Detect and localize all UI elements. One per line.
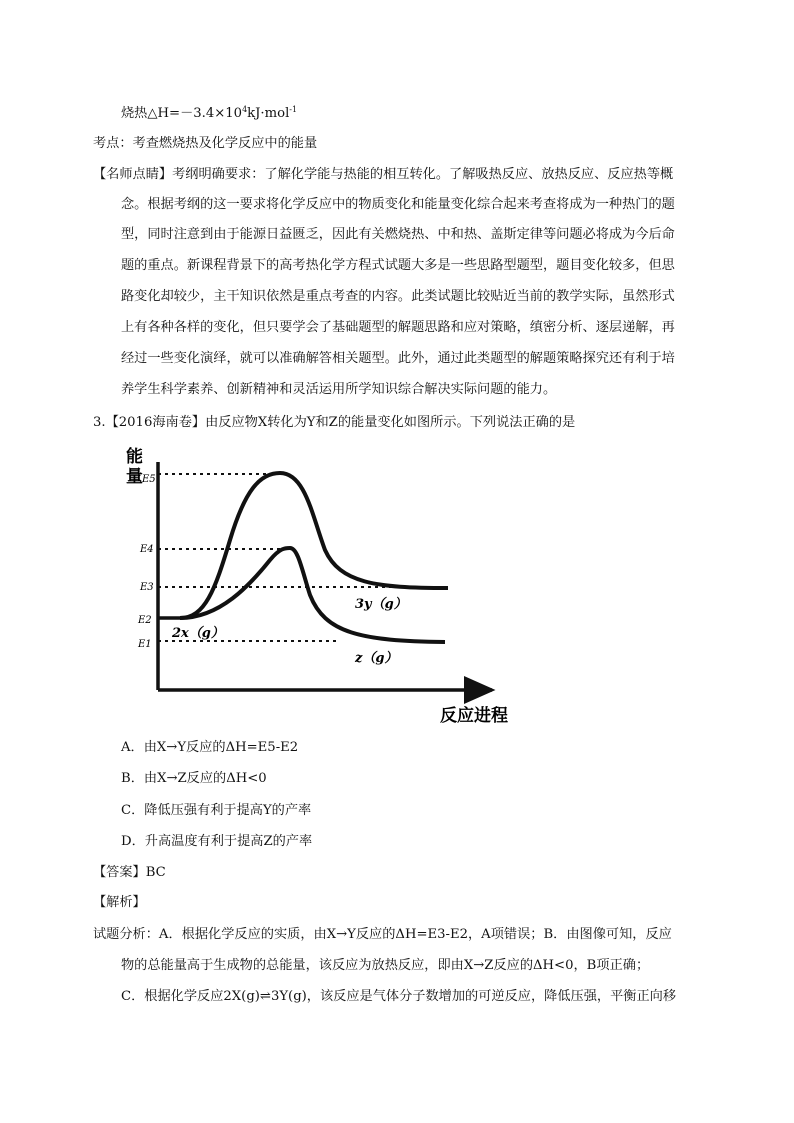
level-label-e3: E3 [140, 582, 154, 593]
x-axis-label: 反应进程 [440, 706, 508, 726]
mingshi-line-6: 上有各种各样的变化，但只要学会了基础题型的解题思路和应对策略，缜密分析、逐层递解，再 [121, 320, 675, 335]
mingshi-line-4: 题的重点。新课程背景下的高考热化学方程式试题大多是一些思路型题型，题目变化较多，但思 [121, 258, 675, 273]
analysis-line-3: C．根据化学反应2X(g)⇌3Y(g)，该反应是气体分子数增加的可逆反应，降低压强，平衡正向移 [121, 989, 677, 1004]
option-c: C．降低压强有利于提高Y的产率 [121, 803, 312, 818]
mingshi-line-7: 经过一些变化演绎，就可以准确解答相关题型。此外，通过此类题型的解题策略探究还有利于培 [121, 351, 675, 366]
heat-exponent: 4 [242, 105, 248, 114]
level-label-e4: E4 [140, 544, 154, 555]
analysis-line-1: 试题分析：A．根据化学反应的实质，由X→Y反应的ΔH=E3-E2，A项错误；B．由图像可知，反应 [93, 927, 672, 942]
option-b: B．由X→Z反应的ΔH<0 [121, 771, 267, 786]
option-d: D．升高温度有利于提高Z的产率 [121, 834, 313, 849]
product-z-label: z（g） [355, 651, 398, 666]
level-label-e5: E5 [142, 474, 156, 485]
answer: 【答案】BC [93, 865, 166, 880]
level-label-e1: E1 [138, 639, 152, 650]
mingshi-line-8: 养学生科学素养、创新精神和灵活运用所学知识综合解决实际问题的能力。 [121, 382, 557, 397]
analysis-line-2: 物的总能量高于生成物的总能量，该反应为放热反应，即由X→Z反应的ΔH<0，B项正确； [121, 958, 650, 973]
mingshi-line-3: 型，同时注意到由于能源日益匮乏，因此有关燃烧热、中和热、盖斯定律等问题必将成为今后命 [121, 227, 675, 242]
heat-unit-exponent: -1 [289, 105, 298, 114]
level-label-e2: E2 [138, 615, 152, 626]
kaodian-line: 考点：考查燃烧热及化学反应中的能量 [93, 136, 318, 151]
y-axis-label-2: 量 [126, 467, 143, 487]
y-axis-label-1: 能 [126, 447, 143, 467]
mingshi-line-5: 路变化却较少，主干知识依然是重点考查的内容。此类试题比较贴近当前的教学实际，虽然形式 [121, 289, 675, 304]
jiexi-heading: 【解析】 [93, 895, 146, 910]
product-y-label: 3y（g） [355, 597, 407, 612]
question-stem: 3.【2016海南卷】由反应物X转化为Y和Z的能量变化如图所示。下列说法正确的是 [93, 415, 576, 430]
heat-prefix: 烧热△H=－3.4×10 [121, 106, 243, 121]
energy-diagram [120, 440, 540, 730]
option-a: A．由X→Y反应的ΔH=E5-E2 [121, 740, 299, 755]
curve-x-to-y [180, 473, 448, 618]
reactant-label: 2x（g） [172, 626, 224, 641]
heat-unit: kJ·mol [247, 106, 290, 121]
heat-line [121, 100, 297, 124]
mingshi-line-2: 念。根据考纲的这一要求将化学反应中的物质变化和能量变化综合起来考查将成为一种热门的题 [121, 197, 675, 212]
mingshi-line-1: 【名师点睛】考纲明确要求：了解化学能与热能的相互转化。了解吸热反应、放热反应、反应热等概 [93, 167, 674, 182]
